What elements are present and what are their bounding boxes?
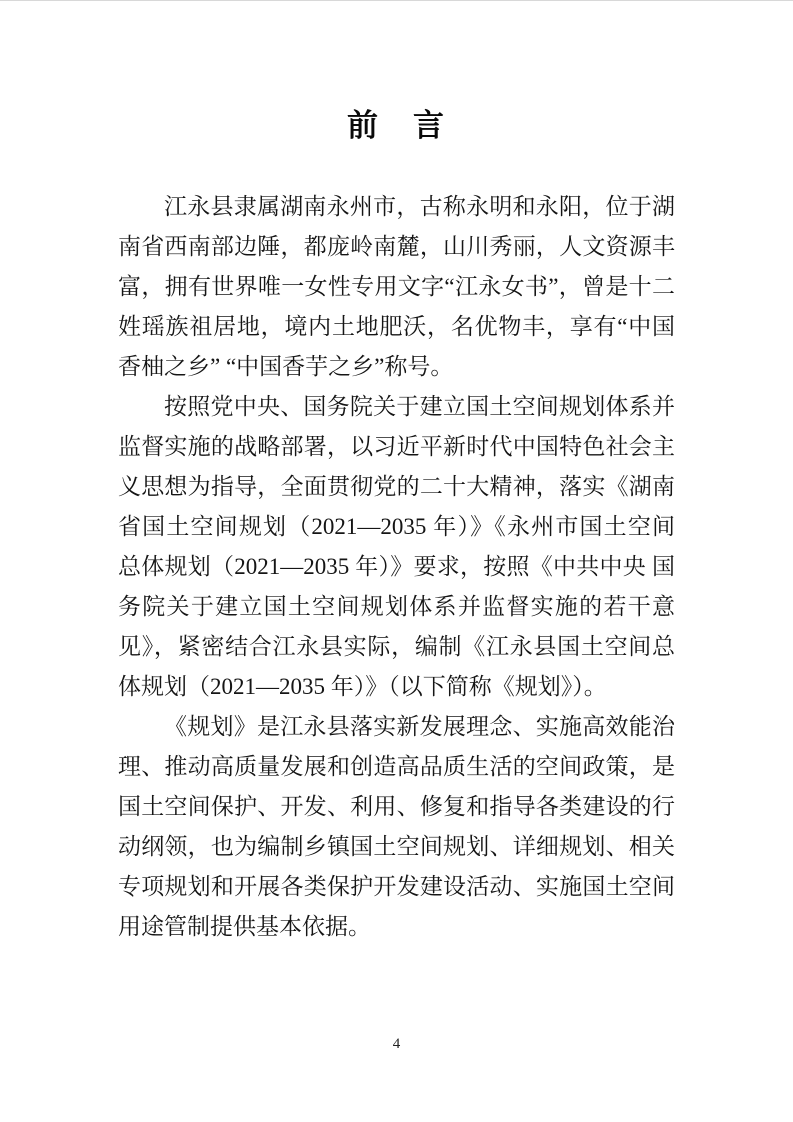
paragraph-intro: 江永县隶属湖南永州市，古称永明和永阳，位于湖南省西南部边陲，都庞岭南麓，山川秀丽，人文资源丰富，拥有世界唯一女性专用文字“江永女书”，曾是十二姓瑶族祖居地，境内土地肥沃，名优物丰，享有“中国香柚之乡” “中国香芋之乡”称号。 <box>118 194 675 379</box>
page-number: 4 <box>392 1036 401 1052</box>
paragraph-plan-role: 《规划》是江永县落实新发展理念、实施高效能治理、推动高质量发展和创造高品质生活的空间政策，是国土空间保护、开发、利用、修复和指导各类建设的行动纲领，也为编制乡镇国土空间规划、详细规划、相关专项规划和开展各类保护开发建设活动、实施国土空间用途管制提供基本依据。 <box>118 714 675 939</box>
document-body <box>118 187 675 947</box>
page-title: 前 言 <box>347 108 446 143</box>
paragraph-policy-basis: 按照党中央、国务院关于建立国土空间规划体系并监督实施的战略部署，以习近平新时代中国特色社会主义思想为指导，全面贯彻党的二十大精神，落实《湖南省国土空间规划（2021—2035 年）》《永州市国土空间总体规划（2021—2035 年）》要求，按照《中共中央 国务院关于建立国土空间规划体系并监督实施的若干意见》，紧密结合江永县实际，编制《江永县国土空间总体规划（2021—2035 年）》（以下简称《规划》）。 <box>118 394 675 699</box>
